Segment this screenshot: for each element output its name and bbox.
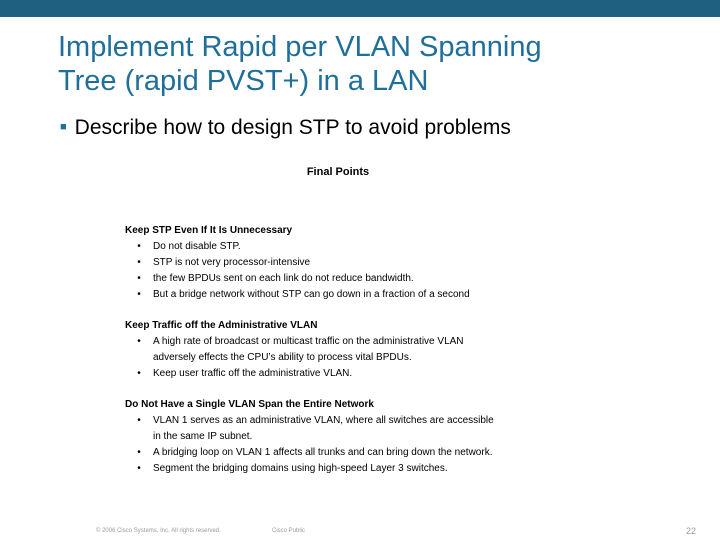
list-item-line: A high rate of broadcast or multicast traffic on the administrative VLAN xyxy=(153,336,464,347)
top-bar xyxy=(0,0,720,17)
bullet-dot-icon: • xyxy=(137,336,141,347)
list-item-line: Do not disable STP. xyxy=(153,241,241,252)
list-item-text xyxy=(153,334,555,366)
list-item-line: in the same IP subnet. xyxy=(153,431,253,442)
figure-section xyxy=(125,397,555,477)
list-item-line: Keep user traffic off the administrative VLAN. xyxy=(153,368,353,379)
section-list-item xyxy=(125,287,555,303)
section-title: Keep STP Even If It Is Unnecessary xyxy=(125,225,293,236)
section-list-item xyxy=(125,366,555,382)
section-title: Do Not Have a Single VLAN Span the Entire Network xyxy=(125,399,374,410)
list-item-text xyxy=(153,255,555,271)
square-bullet-icon: ■ xyxy=(60,121,67,133)
bullet-dot-icon: • xyxy=(137,241,141,252)
bullet-point xyxy=(60,114,511,141)
figure-section xyxy=(125,223,555,303)
list-item-line: adversely effects the CPU’s ability to process vital BPDUs. xyxy=(153,352,412,363)
section-list-item xyxy=(125,461,555,477)
section-title: Keep Traffic off the Administrative VLAN xyxy=(125,320,318,331)
final-points-figure xyxy=(125,166,555,492)
list-item-line: A bridging loop on VLAN 1 affects all trunks and can bring down the network. xyxy=(153,447,493,458)
figure-section xyxy=(125,318,555,382)
list-item-text xyxy=(153,239,555,255)
page-number: 22 xyxy=(685,526,696,536)
footer-copyright: © 2006 Cisco Systems, Inc. All rights reserved. xyxy=(96,528,221,534)
bullet-dot-icon: • xyxy=(137,447,141,458)
slide-title-line-2: Tree (rapid PVST+) in a LAN xyxy=(58,65,429,97)
figure-heading: Final Points xyxy=(306,166,370,178)
section-list-item xyxy=(125,334,555,366)
list-item-text xyxy=(153,445,555,461)
list-item-line: VLAN 1 serves as an administrative VLAN, where all switches are accessible xyxy=(153,415,494,426)
section-list-item xyxy=(125,239,555,255)
footer-classification: Cisco Public xyxy=(272,528,306,534)
section-list-item xyxy=(125,271,555,287)
slide-title-line-1: Implement Rapid per VLAN Spanning xyxy=(58,31,542,63)
list-item-line: But a bridge network without STP can go down in a fraction of a second xyxy=(153,289,470,300)
list-item-text xyxy=(153,287,555,303)
section-list-item xyxy=(125,255,555,271)
list-item-text xyxy=(153,461,555,477)
bullet-dot-icon: • xyxy=(137,257,141,268)
list-item-text xyxy=(153,366,555,382)
bullet-dot-icon: • xyxy=(137,415,141,426)
bullet-dot-icon: • xyxy=(137,463,141,474)
bullet-dot-icon: • xyxy=(137,273,141,284)
list-item-text xyxy=(153,413,555,445)
bullet-text: Describe how to design STP to avoid problems xyxy=(74,116,511,139)
list-item-text xyxy=(153,271,555,287)
list-item-line: STP is not very processor-intensive xyxy=(153,257,311,268)
slide-title xyxy=(58,30,698,98)
bullet-dot-icon: • xyxy=(137,368,141,379)
section-list-item xyxy=(125,413,555,445)
figure-sections xyxy=(125,223,555,477)
bullet-dot-icon: • xyxy=(137,289,141,300)
section-list-item xyxy=(125,445,555,461)
list-item-line: Segment the bridging domains using high-speed Layer 3 switches. xyxy=(153,463,448,474)
list-item-line: the few BPDUs sent on each link do not reduce bandwidth. xyxy=(153,273,414,284)
